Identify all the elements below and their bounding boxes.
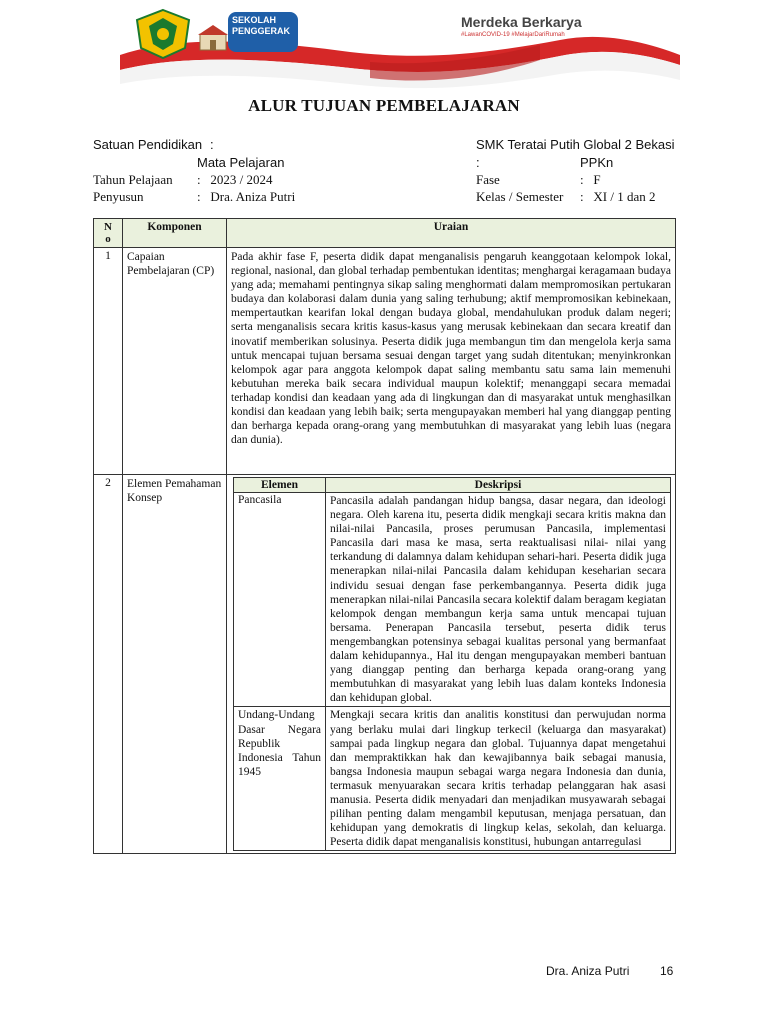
table-header-row <box>94 219 676 248</box>
merdeka-berkarya-logo: Merdeka Berkarya <box>461 14 582 30</box>
mapel-label: Mata Pelajaran <box>197 155 285 170</box>
elemen-deskripsi: Pancasila adalah pandangan hidup bangsa, dasar negara, dan ideologi negara. Oleh karena itu, peserta didik mengkaji secara kritis makna dan nilai-nilai Pancasila, proses perumusan Pancasila, implementasi Pancasila dari masa ke masa, serta reaktualisasi nilai- nilai yang terkandung di dalamnya dalam kehidupan sehari-hari. Peserta didik juga menerapkan nilai-nilai Pancasila dalam kehidupan keseharian secara individu sesuai dengan fase perkembangannya. Peserta didik juga menerapkan nilai-nilai Pancasila secara kolektif dalam beragam kegiatan kelompok dengan membangun kerja sama untuk mencapai tujuan bersama. Penerapan Pancasila tersebut, peserta didik terus mengembangkan potensinya sebagai kualitas personal yang bermanfaat dalam kehidupannya., Hal itu dengan mengupayakan memberi bantuan yang dianggap penting dan berharga kepada orang-orang yang membutuhkan di masyarakat yang lebih luas dalam konteks Indonesia dan kehidupan global. <box>326 493 671 707</box>
school-building-icon <box>196 22 230 52</box>
header-komponen: Komponen <box>123 219 227 248</box>
penyusun-value: : Dra. Aniza Putri <box>197 189 296 204</box>
inner-header-row <box>234 478 671 493</box>
fase-label: Fase <box>476 172 500 187</box>
penyusun-label: Penyusun <box>93 189 144 204</box>
table-row <box>94 475 676 854</box>
footer-author: Dra. Aniza Putri <box>546 964 630 978</box>
government-emblem-logo <box>133 8 193 60</box>
page-number: 16 <box>660 964 674 978</box>
row-number: 1 <box>94 248 123 475</box>
satuan-value: SMK Teratai Putih Global 2 Bekasi <box>476 137 675 152</box>
satuan-label: Satuan Pendidikan <box>93 137 203 152</box>
header-no: No <box>94 219 123 248</box>
atp-table <box>93 218 676 854</box>
elemen-name: Pancasila <box>234 493 326 707</box>
sekolah-penggerak-badge: SEKOLAH PENGGERAK <box>228 12 298 52</box>
elemen-deskripsi: Mengkaji secara kritis dan analitis konstitusi dan perwujudan norma yang berlaku mulai dari lingkup terkecil (keluarga dan masyarakat) sampai pada lingkup negara dan global. Tujuannya dapat mengetahui dan mempraktikkan hak dan kewajibannya baik sebagai manusia, bangsa Indonesia maupun sebagai warga negara Indonesia dan dunia, termasuk menyuarakan secara kritis terhadap pelanggaran hak asasi manusia. Peserta didik menyadari dan menjadikan musyawarah sebagai pilihan penting dalam mengambil keputusan, menjaga persatuan, dan kehidupan yang demokratis di lingkup kelas, sekolah, dan keluarga. Peserta didik dapat menganalisis konstitusi, hubungan antarregulasi <box>326 707 671 851</box>
elemen-row <box>234 493 671 707</box>
tahun-label: Tahun Pelajaan <box>93 172 173 187</box>
tahun-value: : 2023 / 2024 <box>197 172 273 187</box>
header-uraian: Uraian <box>227 219 676 248</box>
elemen-name: Undang-Undang Dasar Negara Republik Indonesia Tahun 1945 <box>234 707 326 851</box>
inner-header-deskripsi: Deskripsi <box>326 478 671 493</box>
merdeka-hashtags: #LawanCOVID-19 #MelajarDariRumah <box>461 32 565 38</box>
row-komponen: Elemen Pemahaman Konsep <box>123 475 227 854</box>
row-number: 2 <box>94 475 123 854</box>
elemen-row <box>234 707 671 851</box>
elemen-table <box>233 477 671 851</box>
page-title: ALUR TUJUAN PEMBELAJARAN <box>248 96 520 115</box>
mapel-colon: : <box>476 155 480 170</box>
mapel-value: PPKn <box>580 155 614 170</box>
kelas-value: : XI / 1 dan 2 <box>580 189 656 204</box>
kelas-label: Kelas / Semester <box>476 189 564 204</box>
elemen-cell <box>227 475 676 854</box>
row-uraian: Pada akhir fase F, peserta didik dapat menganalisis pengaruh keanggotaan kelompok lokal, regional, nasional, dan global terhadap pembentukan identitas; menghargai keragamaan budaya yang ada; memahami pentingnya sikap saling menghormati dalam mempromosikan pertukaran budaya dan kolaborasi dalam dunia yang saling terhubung; aktif mempromosikan kebinekaan, mempertautkan kearifan lokal dengan budaya global, mendahulukan produk dalam negeri; serta menganalisis secara kritis kasus-kasus yang merusak kebinekaan dan secara kreatif dan inovatif memberikan solusinya. Peserta didik juga membangun tim dan mengelola kerja sama untuk mencapai tujuan bersama sesuai dengan target yang sudah ditentukan; menyinkronkan kelompok agar para anggota kelompok dapat saling membantu satu sama lain memenuhi kebutuhan mereka baik secara individual maupun kolektif; menanggapi secara memadai terhadap kondisi dan keadaan yang ada di lingkungan dan di masyarakat untuk menghasilkan kondisi dan keadaan yang lebih baik; serta mengupayakan memberi hal yang dianggap penting dan berharga kepada orang-orang yang membutuhkan di masyarakat yang lebih luas (negara dan dunia). <box>227 248 676 475</box>
table-row <box>94 248 676 475</box>
fase-value: : F <box>580 172 601 187</box>
inner-header-elemen: Elemen <box>234 478 326 493</box>
satuan-colon: : <box>210 137 214 152</box>
row-komponen: Capaian Pembelajaran (CP) <box>123 248 227 475</box>
